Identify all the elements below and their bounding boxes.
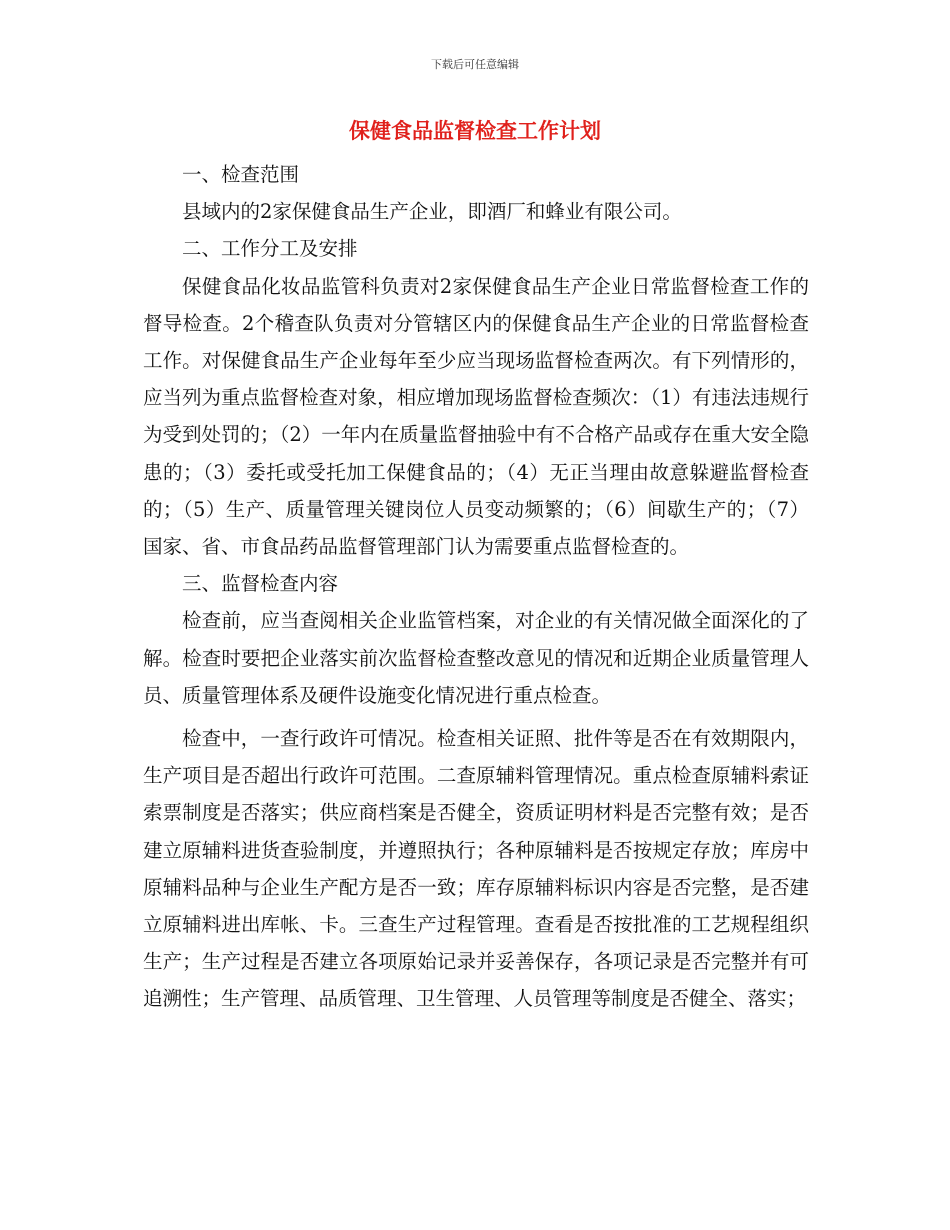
section-heading-arrangement: 二、工作分工及安排 [182,237,358,261]
paragraph-before-inspection: 检查前，应当查阅相关企业监管档案，对企业的有关情况做全面深化的了解。检查时要把企业落实前次监督检查整改意见的情况和近期企业质量管理人员、质量管理体系及硬件设施变化情况进行重点检查。 [143,609,809,707]
document-title: 保健食品监督检查工作计划 [349,119,601,143]
section-heading-scope: 一、检查范围 [182,163,300,186]
document-body [143,156,809,1018]
page-header: 下载后可任意编辑 [431,58,519,71]
paragraph-arrangement: 保健食品化妆品监管科负责对2家保健食品生产企业日常监督检查工作的督导检查。2个稽查队负责对分管辖区内的保健食品生产企业的日常监督检查工作。对保健食品生产企业每年至少应当现场监督检查两次。有下列情形的，应当列为重点监督检查对象，相应增加现场监督检查频次：（1）有违法违规行为受到处罚的；（2）一年内在质量监督抽验中有不合格产品或存在重大安全隐患的；（3）委托或受托加工保健食品的；（4）无正当理由故意躲避监督检查的；（5）生产、质量管理关键岗位人员变动频繁的；（6）间歇生产的；（7）国家、省、市食品药品监督管理部门认为需要重点监督检查的。 [143,274,809,559]
paragraph-scope: 县域内的2家保健食品生产企业，即酒厂和蜂业有限公司。 [182,200,682,224]
paragraph-during-inspection: 检查中，一查行政许可情况。检查相关证照、批件等是否在有效期限内，生产项目是否超出行政许可范围。二查原辅料管理情况。重点检查原辅料索证索票制度是否落实；供应商档案是否健全，资质证明材料是否完整有效；是否建立原辅料进货查验制度，并遵照执行；各种原辅料是否按规定存放；库房中原辅料品种与企业生产配方是否一致；库存原辅料标识内容是否完整，是否建立原辅料进出库帐、卡。三查生产过程管理。查看是否按批准的工艺规程组织生产；生产过程是否建立各项原始记录并妥善保存，各项记录是否完整并有可追溯性；生产管理、品质管理、卫生管理、人员管理等制度是否健全、落实； [143,727,809,1011]
section-heading-content: 三、监督检查内容 [182,572,339,596]
